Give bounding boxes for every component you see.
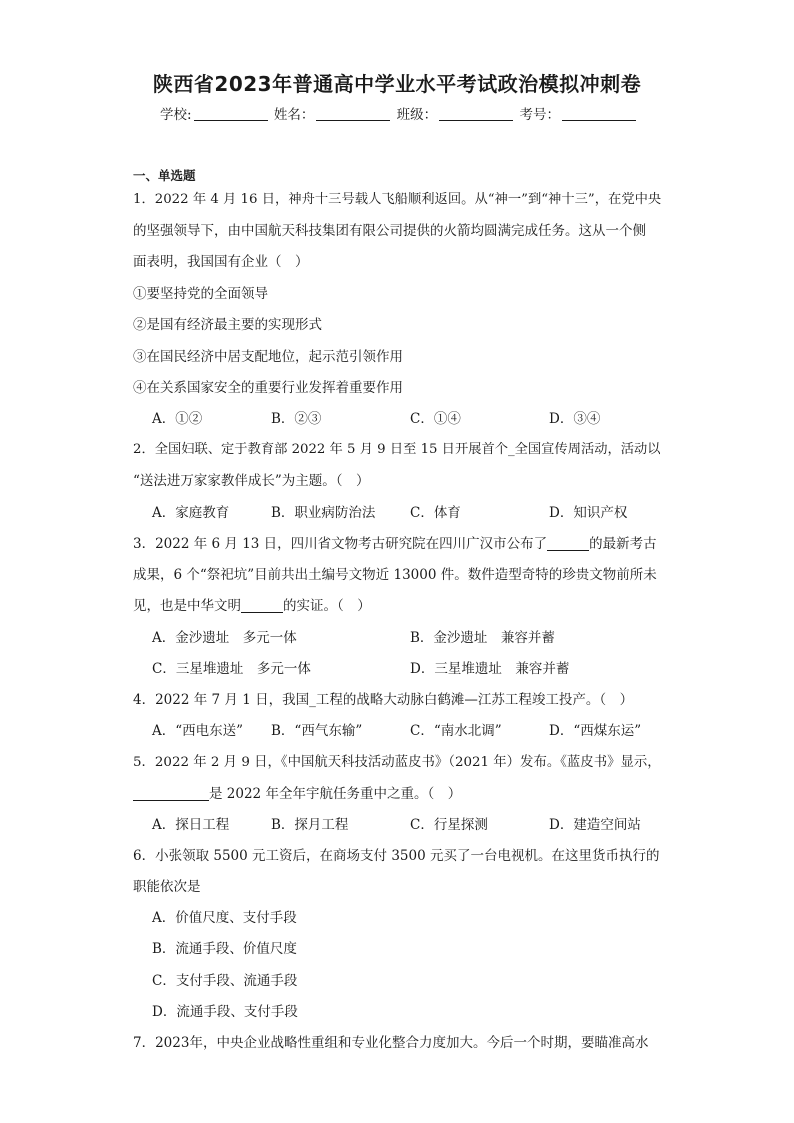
q5-option-d[interactable]: D．建造空间站	[549, 817, 641, 833]
q1-statement-2: ②是国有经济最主要的实现形式	[133, 317, 322, 333]
q1-option-a[interactable]: A．①②	[152, 411, 203, 427]
q4-option-d[interactable]: D．“西煤东运”	[549, 723, 642, 739]
q7-stem-line1: 7．2023年，中央企业战略性重组和专业化整合力度加大。今后一个时期，要瞄准高水	[133, 1035, 649, 1051]
q3-option-a[interactable]: A．金沙遗址 多元一体	[152, 630, 297, 646]
q1-option-c[interactable]: C．①④	[410, 411, 461, 427]
q4-stem-line1: 4．2022 年 7 月 1 日，我国_工程的战略大动脉白鹤滩—江苏工程竣工投产。（ ）	[133, 692, 634, 708]
q2-option-b[interactable]: B．职业病防治法	[271, 505, 376, 521]
q1-statement-1: ①要坚持党的全面领导	[133, 286, 268, 302]
q1-stem-line3: 面表明，我国国有企业（ ）	[133, 254, 309, 270]
q6-option-a[interactable]: A．价值尺度、支付手段	[152, 910, 297, 926]
q3-blank-1[interactable]	[547, 536, 589, 551]
q3-blank-2[interactable]	[241, 598, 283, 613]
q6-stem-line2: 职能依次是	[133, 879, 201, 895]
q4-option-b[interactable]: B．“西气东输”	[271, 723, 363, 739]
q2-option-d[interactable]: D．知识产权	[549, 505, 628, 521]
school-label: 学校:	[160, 107, 192, 123]
q5-stem-line2-text: 是 2022 年全年宇航任务重中之重。（ ）	[209, 786, 462, 802]
q3-stem-line3-end: 的实证。（ ）	[283, 598, 371, 614]
q6-option-c[interactable]: C．支付手段、流通手段	[152, 973, 298, 989]
q2-option-c[interactable]: C．体育	[410, 505, 461, 521]
q5-blank[interactable]	[133, 786, 209, 801]
q1-statement-4: ④在关系国家安全的重要行业发挥着重要作用	[133, 380, 403, 396]
q1-stem-line2: 的坚强领导下，由中国航天科技集团有限公司提供的火箭均圆满完成任务。这从一个侧	[133, 223, 646, 239]
q6-option-d[interactable]: D．流通手段、支付手段	[152, 1004, 298, 1020]
q3-stem-line1-start: 3．2022 年 6 月 13 日，四川省文物考古研究院在四川广汉市公布了	[133, 536, 548, 552]
q1-stem-line1: 1．2022 年 4 月 16 日，神舟十三号载人飞船顺利返回。从“神一”到“神十三”，在党中央	[133, 192, 662, 207]
q3-stem-line1	[133, 534, 661, 554]
q3-option-b[interactable]: B．金沙遗址 兼容并蓄	[410, 630, 555, 646]
q5-option-b[interactable]: B．探月工程	[271, 817, 349, 833]
q3-option-c[interactable]: C．三星堆遗址 多元一体	[152, 661, 311, 677]
q2-stem-line1: 2．全国妇联、定于教育部 2022 年 5 月 9 日至 15 日开展首个_全国宣传周活动，活动以	[133, 442, 661, 457]
q3-option-d[interactable]: D．三星堆遗址 兼容并蓄	[410, 661, 570, 677]
q1-option-d[interactable]: D．③④	[549, 411, 601, 427]
q5-stem-line1: 5．2022 年 2 月 9 日，《中国航天科技活动蓝皮书》（2021 年）发布。《蓝皮书》显示，	[133, 755, 661, 770]
class-blank[interactable]	[439, 107, 513, 121]
school-blank[interactable]	[194, 107, 268, 121]
page-title: 陕西省2023年普通高中学业水平考试政治模拟冲刺卷	[152, 72, 642, 96]
student-info-row	[0, 103, 794, 123]
q6-stem-line1: 6．小张领取 5500 元工资后，在商场支付 3500 元买了一台电视机。在这里货币执行的	[133, 848, 660, 864]
class-label: 班级：	[396, 107, 438, 123]
name-blank[interactable]	[316, 107, 390, 121]
q5-option-a[interactable]: A．探日工程	[152, 817, 230, 833]
name-label: 姓名：	[273, 107, 315, 123]
q5-stem-line2	[133, 784, 661, 804]
q3-stem-line3-start: 见，也是中华文明	[133, 598, 241, 614]
q5-option-c[interactable]: C．行星探测	[410, 817, 488, 833]
q4-option-c[interactable]: C．“南水北调”	[410, 723, 502, 739]
q3-stem-line1-end: 的最新考古	[589, 536, 657, 552]
q4-option-a[interactable]: A．“西电东送”	[152, 723, 244, 739]
q2-stem-line2: “送法进万家家教伴成长”为主题。（ ）	[133, 473, 370, 489]
number-label: 考号：	[519, 107, 560, 123]
q3-stem-line3	[133, 596, 661, 616]
q6-option-b[interactable]: B．流通手段、价值尺度	[152, 941, 297, 957]
q1-statement-3: ③在国民经济中居支配地位，起示范引领作用	[133, 349, 403, 365]
q2-option-a[interactable]: A．家庭教育	[152, 505, 230, 521]
number-blank[interactable]	[562, 107, 636, 121]
q3-stem-line2: 成果，6 个“祭祀坑”目前共出土编号文物近 13000 件。数件造型奇特的珍贵文物前所未	[133, 567, 657, 583]
section-heading: 一、单选题	[133, 168, 196, 183]
q1-option-b[interactable]: B．②③	[271, 411, 322, 427]
